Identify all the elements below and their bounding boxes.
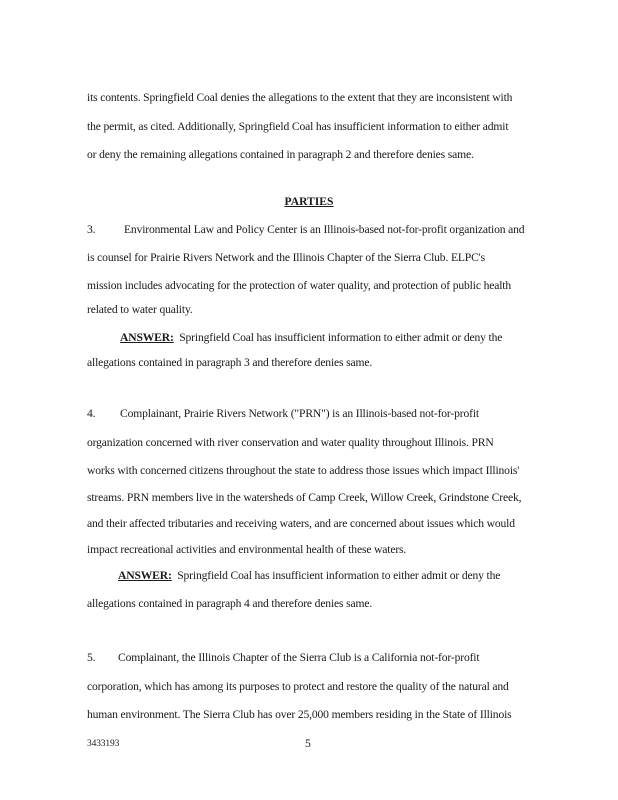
answer-line [120, 331, 502, 345]
paragraph-line: streams. PRN members live in the watersheds of Camp Creek, Willow Creek, Grindstone Creek, [87, 491, 522, 504]
paragraph-line: mission includes advocating for the protection of water quality, and protection of public health [87, 279, 512, 292]
paragraph-line: the permit, as cited. Additionally, Springfield Coal has insufficient information to either admit [87, 120, 509, 133]
paragraph-line: impact recreational activities and environmental health of these waters. [87, 543, 407, 556]
answer-line: allegations contained in paragraph 4 and therefore denies same. [87, 597, 373, 610]
page-number: 5 [305, 737, 311, 750]
answer-label: ANSWER: [118, 569, 172, 582]
section-heading-text: PARTIES [284, 195, 334, 208]
paragraph-line: Complainant, Prairie Rivers Network ("PRN") is an Illinois-based not-for-profit [120, 407, 479, 420]
paragraph-line: organization concerned with river conservation and water quality throughout Illinois. PRN [87, 436, 494, 449]
paragraph-line: its contents. Springfield Coal denies the allegations to the extent that they are inconsistent with [87, 91, 513, 104]
answer-text: Springfield Coal has insufficient information to either admit or deny the [179, 331, 503, 344]
paragraph-line: corporation, which has among its purposes to protect and restore the quality of the natural and [87, 680, 509, 693]
paragraph-line: is counsel for Prairie Rivers Network and the Illinois Chapter of the Sierra Club. ELPC's [87, 251, 485, 264]
answer-line: allegations contained in paragraph 3 and therefore denies same. [87, 356, 373, 369]
paragraph-number: 3. [87, 223, 96, 236]
document-id: 3433193 [87, 739, 120, 749]
paragraph-line: Complainant, the Illinois Chapter of the Sierra Club is a California not-for-profit [118, 651, 480, 664]
paragraph-line: works with concerned citizens throughout the state to address those issues which impact Illinois' [87, 464, 520, 477]
paragraph-line: human environment. The Sierra Club has over 25,000 members residing in the State of Illinois [87, 708, 512, 721]
section-heading [0, 195, 618, 209]
paragraph-number: 5. [87, 651, 96, 664]
paragraph-number: 4. [87, 407, 96, 420]
answer-text: Springfield Coal has insufficient information to either admit or deny the [177, 569, 501, 582]
answer-label: ANSWER: [120, 331, 174, 344]
paragraph-line: or deny the remaining allegations contained in paragraph 2 and therefore denies same. [87, 148, 474, 161]
answer-line [118, 569, 500, 583]
paragraph-line: related to water quality. [87, 303, 193, 316]
paragraph-line: Environmental Law and Policy Center is an Illinois-based not-for-profit organization and [124, 223, 525, 236]
paragraph-line: and their affected tributaries and receiving waters, and are concerned about issues which would [87, 517, 515, 530]
